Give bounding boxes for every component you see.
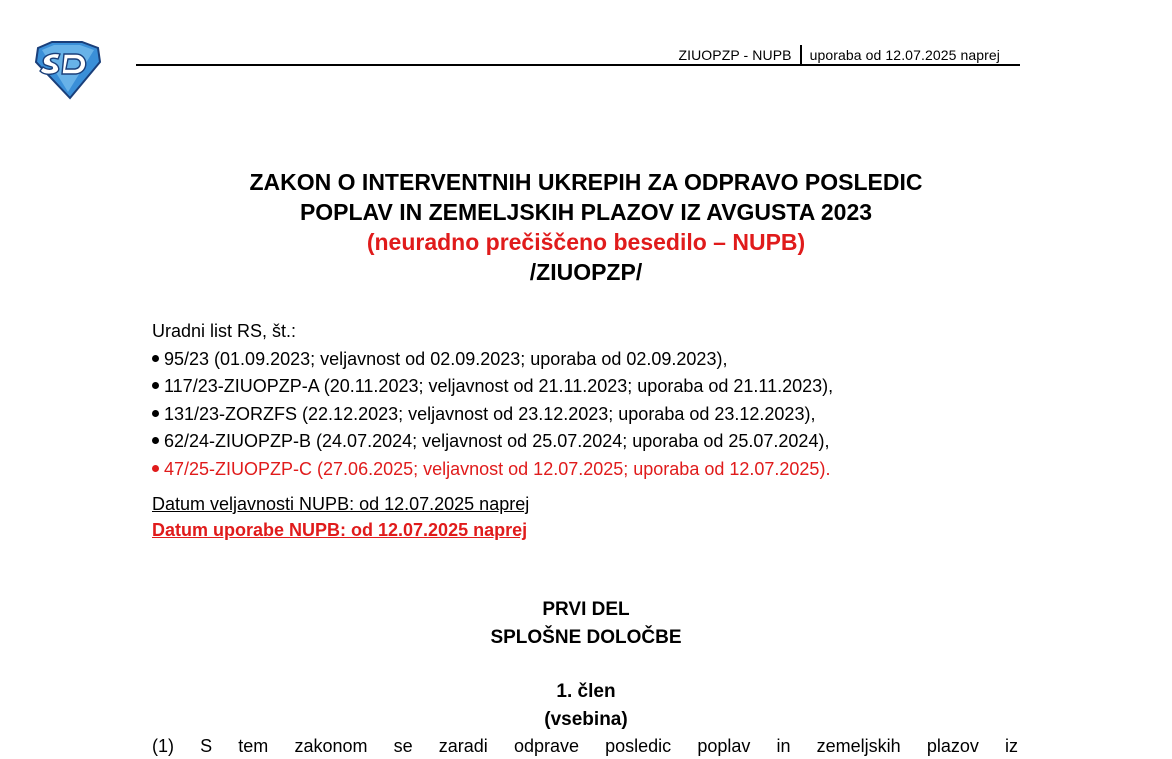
part-heading [0,596,1172,652]
header-rule [136,64,1020,66]
gazette-entry: 95/23 (01.09.2023; veljavnost od 02.09.2023; uporaba od 02.09.2023), [152,346,833,374]
article-paragraph: (1) S tem zakonom se zaradi odprave posledic poplav in zemeljskih plazov iz [152,736,1018,756]
title-abbreviation: /ZIUOPZP/ [529,259,643,285]
bullet-icon [152,465,159,472]
validity-date: Datum veljavnosti NUPB: od 12.07.2025 naprej [152,494,530,514]
part-name: PRVI DEL [542,599,630,620]
header-code: ZIUOPZP - NUPB [678,47,792,63]
article-heading [0,678,1172,734]
header-usage: uporaba od 12.07.2025 naprej [809,47,1000,63]
bullet-icon [152,355,159,362]
gazette-entry: 131/23-ZORZFS (22.12.2023; veljavnost od 23.12.2023; uporaba od 23.12.2023), [152,401,833,429]
running-header [678,45,1000,65]
usage-date: Datum uporabe NUPB: od 12.07.2025 naprej [152,520,528,540]
title-line-2: POPLAV IN ZEMELJSKIH PLAZOV IZ AVGUSTA 2023 [299,199,873,225]
gazette-label: Uradni list RS, št.: [152,321,297,341]
gazette-entry: 117/23-ZIUOPZP-A (20.11.2023; veljavnost od 21.11.2023; uporaba od 21.11.2023), [152,373,833,401]
part-title: SPLOŠNE DOLOČBE [490,627,682,648]
title-subtitle: (neuradno prečiščeno besedilo – NUPB) [366,229,806,255]
header-separator [800,45,802,65]
article-subject: (vsebina) [544,709,628,730]
article-number: 1. člen [556,681,616,702]
bullet-icon [152,410,159,417]
bullet-icon [152,437,159,444]
gazette-references [152,318,833,483]
bullet-icon [152,382,159,389]
gazette-entry-latest: 47/25-ZIUOPZP-C (27.06.2025; veljavnost od 12.07.2025; uporaba od 12.07.2025). [152,456,833,484]
nupb-dates [152,491,529,543]
sd-diamond-logo-icon [30,40,104,100]
gazette-list [152,346,833,484]
gazette-entry: 62/24-ZIUOPZP-B (24.07.2024; veljavnost od 25.07.2024; uporaba od 25.07.2024), [152,428,833,456]
law-title [0,167,1172,287]
title-line-1: ZAKON O INTERVENTNIH UKREPIH ZA ODPRAVO POSLEDIC [249,169,923,195]
